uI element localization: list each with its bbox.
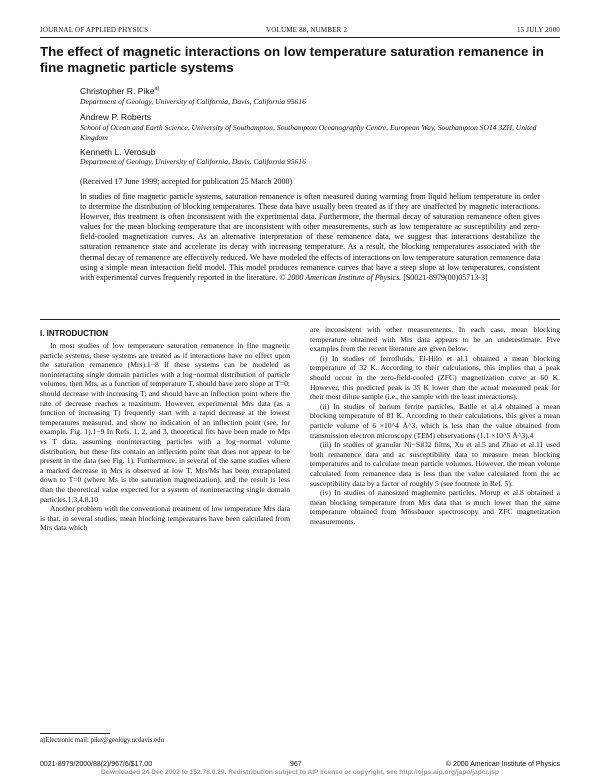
author-name: Christopher R. Pike	[80, 86, 155, 96]
example-iii: (iii) In studies of granular Ni−SiO2 films, Xu et al.5 and Zhao et al.11 used both remanence data and ac susceptibility data to measure mean blocking temperatures and to calculate mean particle volumes. However, the mean volume calculated from remanence data is less than the value calculated from the ac susceptibility data by a factor of roughly 5 (see footnote in Ref. 5).	[310, 440, 560, 488]
example-i: (i) In studies of ferrofluids, El-Hilo et al.1 obtained a mean blocking temperature of 32 K. According to their calculations, this implies that a peak should occur in the zero-field-cooled (ZFC) magnetization curve at 60 K. However, this predicted peak is 35 K lower than the actual measured peak for their most dilute sample (i.e., the sample with the least interactions).	[310, 353, 560, 402]
section-heading: I. INTRODUCTION	[40, 329, 108, 338]
footnote-email: a)Electronic mail: pike@geology.ucdavis.edu	[40, 737, 164, 744]
download-notice: Downloaded 24 Dec 2002 to 152.78.0.29. Redistribution subject to AIP license or copyright, see http://ojps.aip.org/japo/japcr.jsp	[101, 769, 499, 776]
intro-paragraph-2: Another problem with the conventional treatment of low temperature Mrs data is that, in several studies, mean blocking temperatures have been calculated from Mrs data which	[40, 504, 290, 533]
paper-title: The effect of magnetic interactions on low temperature saturation remanence in fine magnetic particle systems	[40, 44, 544, 75]
example-iv: (iv) In studies of nanosized maghemite particles, Morup et al.8 obtained a mean blocking temperature from Mrs data that is much lower than the same temperature obtained from Mössbauer spectroscopy and ZFC magnetization measurements.	[310, 488, 560, 526]
author-3	[80, 147, 156, 157]
left-column	[40, 341, 290, 746]
author-2	[80, 112, 151, 122]
footer-code: 0021-8979/2000/88(2)/967/6/$17.00	[40, 761, 153, 768]
page-number: 967	[290, 761, 302, 768]
right-paragraph-1: are inconsistent with other measurements. In each case, mean blocking temperature obtained with Mrs data appears to be an underestimate. Five examples from the recent literature are given below.	[310, 325, 560, 354]
affiliation-3: Department of Geology, University of California, Davis, California 95616	[80, 157, 306, 166]
author-name: Kenneth L. Verosub	[80, 147, 156, 157]
issue-date: 15 JULY 2000	[516, 26, 560, 34]
running-header	[40, 26, 560, 36]
intro-paragraph-1: In most studies of low temperature saturation remanence in fine magnetic particle systems, these systems are treated as if interactions have no effect upon the saturation remanence (Mrs).1−8 If these systems can be modeled as noninteracting single domain particles with a log−normal distribution of particle volumes, then Mrs, as a function of temperature T, should have zero slope at T=0; should decrease with increasing T; and should have an inflection point where the rate of decrease reaches a maximum. However, experimental Mrs data (as a function of increasing T) frequently start with a rapid decrease at the lowest temperatures measured, and show no indication of an inflection point (see, for example, Fig. 1).1−9 In Refs. 1, 2, and 3, theoretical fits have been made to Mrs vs T data, assuming noninteracting particles with a log−normal volume distribution, but these fits contain an inflection point that does not appear to be present in the data (see Fig. 1). Furthermore, in several of the same studies where a marked decrease in Mrs is observed at low T, Mrs/Ms has been extrapolated down to T=0 (where Ms is the saturation magnetization), and the result is less than the theoretical value expected for a system of noninteracting single domain particles.1,3,4,8,10	[40, 341, 290, 504]
journal-name: JOURNAL OF APPLIED PHYSICS	[40, 26, 149, 34]
footnote-rule	[40, 733, 110, 734]
right-column	[310, 325, 560, 526]
affiliation-2: School of Ocean and Earth Science, University of Southampton, Southampton Oceanography Centre, European Way, Southampton SO14 3ZH, United Kingdom	[80, 123, 537, 142]
footer-copyright: © 2000 American Institute of Physics	[445, 761, 560, 768]
abstract	[80, 192, 540, 283]
abstract-copyright: © 2000 American Institute of Physics.	[279, 272, 402, 282]
author-footnote-mark: a)	[154, 86, 160, 93]
author-name: Andrew P. Roberts	[80, 112, 152, 122]
abstract-doi: [S0021-8979(00)05713-3]	[403, 272, 488, 282]
volume-number: VOLUME 88, NUMBER 2	[266, 26, 348, 34]
header-rule	[40, 37, 560, 38]
abstract-body: In studies of fine magnetic particle systems, saturation remanence is often measured during warming from liquid helium temperature in order to determine the distribution of blocking temperatures. These data have usually been treated as if they are unaffected by magnetic interactions. However, this treatment is often inconsistent with the experimental data. Furthermore, the thermal decay of saturation remanence often gives values for the mean blocking temperature that are inconsistent with other measurements, such as low temperature ac susceptibility and zero-field-cooled magnetization curves. As an alternative interpretation of these remanence data, we suggest that interactions destabilize the saturation remanence state and accelerate its decay with increasing temperature. As a result, the blocking temperatures associated with the thermal decay of remanence are effectively reduced. We have modeled the effects of interactions on low temperature saturation remanence data using a simple mean interaction field model. This model produces remanence curves that have a steep slope at low temperatures, consistent with experimental curves frequently reported in the literature.	[80, 192, 540, 282]
received-dates: (Received 17 June 1999; accepted for publication 25 March 2000)	[80, 177, 293, 186]
abstract-rule	[40, 319, 560, 320]
author-1	[80, 86, 159, 96]
example-ii: (ii) In studies of barium ferrite particles, Batlle et al.4 obtained a mean blocking temperature of 81 K. According to their calculations, this gives a mean particle volume of 6 ×10^4 Å^3, which is less than the value obtained from transmission electron microscopy (TEM) observations (1.1 ×10^5 Å^3).4	[310, 401, 560, 440]
affiliation-1: Department of Geology, University of California, Davis, California 95616	[80, 97, 306, 106]
